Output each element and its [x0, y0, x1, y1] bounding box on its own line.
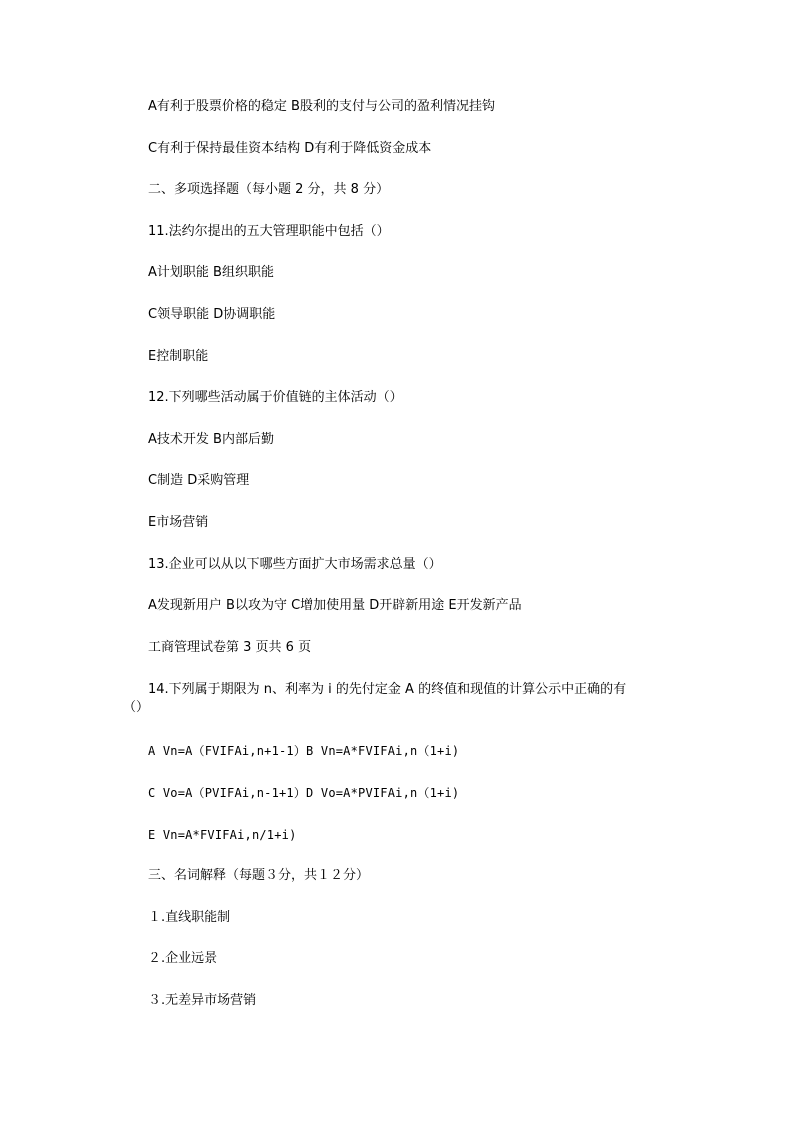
q12-option-e: E市场营销 — [148, 515, 209, 530]
term-3: ３.无差异市场营销 — [148, 993, 257, 1008]
q14-options-cd: C Vo=A（PVIFAi,n-1+1）D Vo=A*PVIFAi,n（1+i) — [148, 786, 460, 800]
term-1: １.直线职能制 — [148, 910, 231, 925]
q11-option-e: E控制职能 — [148, 349, 209, 364]
q10-options-cd: C有利于保持最佳资本结构 D有利于降低资金成本 — [148, 141, 432, 156]
question-14: 14.下列属于期限为 n、利率为 i 的先付定金 A 的终值和现值的计算公示中正确的有 — [148, 682, 627, 697]
q11-options-cd: C领导职能 D协调职能 — [148, 307, 276, 322]
q14-options-ab: A Vn=A（FVIFAi,n+1-1）B Vn=A*FVIFAi,n（1+i) — [148, 744, 460, 758]
question-13: 13.企业可以从以下哪些方面扩大市场需求总量（） — [148, 557, 442, 572]
question-12: 12.下列哪些活动属于价值链的主体活动（） — [148, 390, 403, 405]
q13-options: A发现新用户 B以攻为守 C增加使用量 D开辟新用途 E开发新产品 — [148, 598, 522, 613]
q12-options-ab: A技术开发 B内部后勤 — [148, 432, 274, 447]
section-heading-multiple-choice: 二、多项选择题（每小题 2 分，共 8 分） — [148, 182, 390, 197]
question-14-blank: （） — [123, 700, 150, 715]
term-2: ２.企业远景 — [148, 951, 218, 966]
section-heading-terms: 三、名词解释（每题３分，共１２分） — [148, 868, 370, 883]
q11-options-ab: A计划职能 B组织职能 — [148, 265, 274, 280]
q14-option-e: E Vn=A*FVIFAi,n/1+i) — [148, 828, 297, 842]
q12-options-cd: C制造 D采购管理 — [148, 473, 250, 488]
question-11: 11.法约尔提出的五大管理职能中包括（） — [148, 224, 390, 239]
q10-options-ab: A有利于股票价格的稳定 B股利的支付与公司的盈利情况挂钩 — [148, 99, 495, 114]
page-footer-text: 工商管理试卷第 3 页共 6 页 — [148, 640, 312, 655]
